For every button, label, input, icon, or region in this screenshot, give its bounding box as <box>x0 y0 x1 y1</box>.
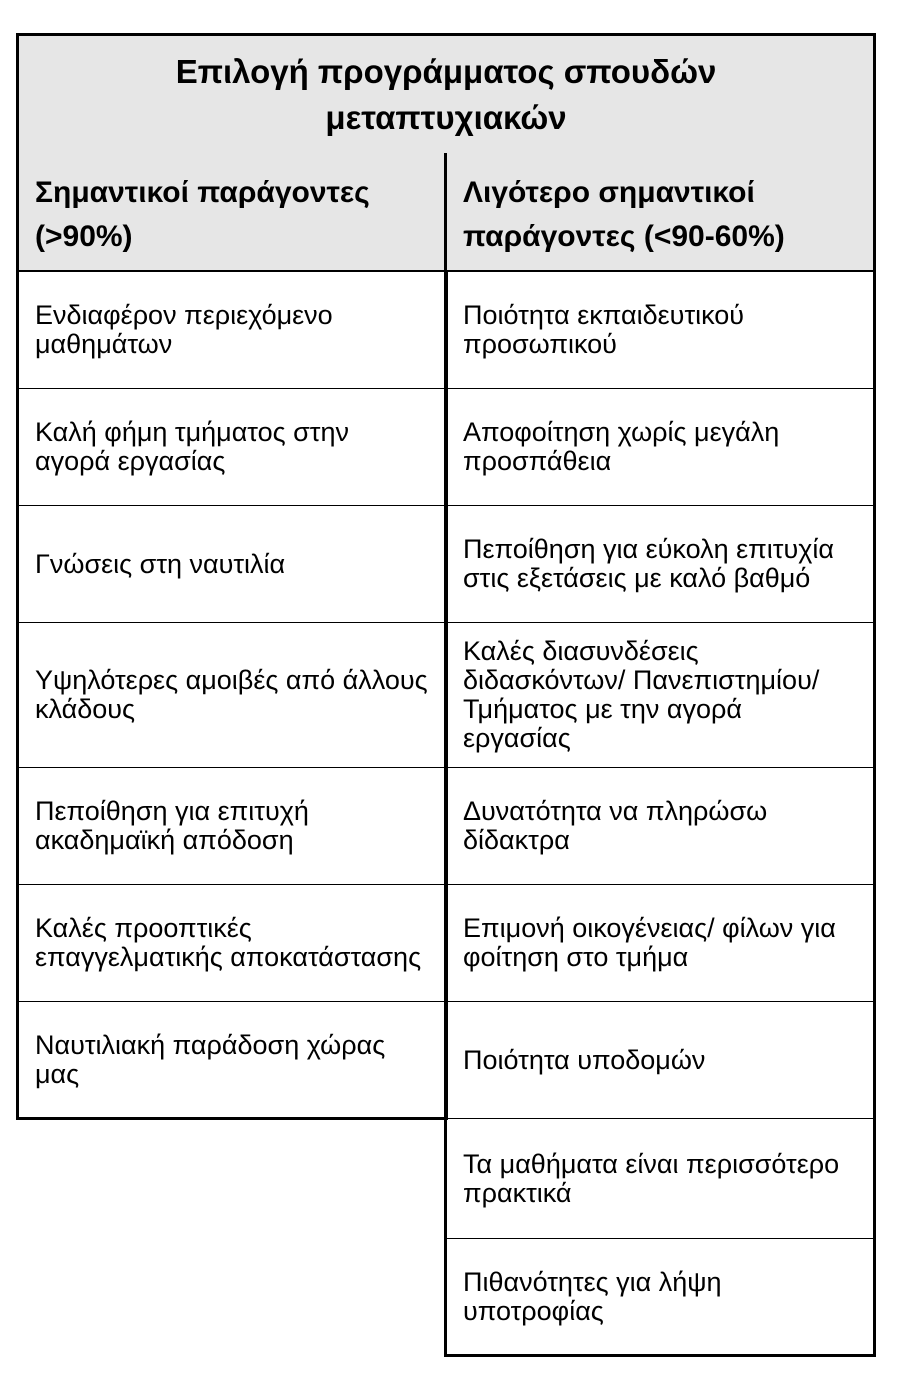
cell-text: Καλές διασυνδέσεις διδασκόντων/ Πανεπιστημίου/ Τμήματος με την αγορά εργασίας <box>463 636 820 753</box>
important-factors-column <box>16 153 448 1120</box>
table-cell-right-2 <box>447 389 873 506</box>
table-cell-left-1 <box>19 272 445 389</box>
table-cell-right-5 <box>447 768 873 885</box>
table-cell-right-4 <box>447 623 873 768</box>
cell-text: Πεποίθηση για εύκολη επιτυχία στις εξετάσεις με καλό βαθμό <box>463 534 834 593</box>
table-cell-left-4 <box>19 623 445 768</box>
cell-text: Δυνατότητα να πληρώσω δίδακτρα <box>463 796 768 855</box>
table-cell-right-9 <box>447 1239 873 1354</box>
cell-text: Πιθανότητες για λήψη υποτροφίας <box>463 1266 722 1326</box>
cell-text: Τα μαθήματα είναι περισσότερο πρακτικά <box>463 1148 840 1208</box>
cell-text: Υψηλότερες αμοιβές από άλλους κλάδους <box>35 665 428 724</box>
table-cell-left-2 <box>19 389 445 506</box>
table-cell-right-6 <box>447 885 873 1002</box>
table-cell-right-7 <box>447 1002 873 1119</box>
important-factors-header: Σημαντικοί παράγοντες (>90%) <box>19 153 445 272</box>
table-cell-left-5 <box>19 768 445 885</box>
cell-text: Γνώσεις στη ναυτιλία <box>35 548 286 579</box>
cell-text: Ποιότητα εκπαιδευτικού προσωπικού <box>463 300 745 359</box>
cell-text: Ποιότητα υποδομών <box>463 1044 706 1075</box>
table-title: Επιλογή προγράμματος σπουδών μεταπτυχιακών <box>175 52 717 136</box>
cell-text: Αποφοίτηση χωρίς μεγάλη προσπάθεια <box>463 417 780 476</box>
cell-text: Καλή φήμη τμήματος στην αγορά εργασίας <box>35 417 349 476</box>
cell-text: Πεποίθηση για επιτυχή ακαδημαϊκή απόδοση <box>35 796 309 855</box>
table-cell-right-3 <box>447 506 873 623</box>
cell-text: Καλές προοπτικές επαγγελματικής αποκατάστασης <box>35 913 422 972</box>
table-cell-left-6 <box>19 885 445 1002</box>
cell-text: Ενδιαφέρον περιεχόμενο μαθημάτων <box>35 300 333 359</box>
less-important-factors-header: Λιγότερο σημαντικοί παράγοντες (<90-60%) <box>447 153 873 272</box>
table-cell-left-7 <box>19 1002 445 1117</box>
table-title-box <box>16 33 876 156</box>
less-important-factors-column <box>444 153 876 1357</box>
cell-text: Επιμονή οικογένειας/ φίλων για φοίτηση στο τμήμα <box>463 913 836 972</box>
table-cell-left-3 <box>19 506 445 623</box>
cell-text: Ναυτιλιακή παράδοση χώρας μας <box>35 1029 386 1089</box>
table-cell-right-8 <box>447 1119 873 1239</box>
table-cell-right-1 <box>447 272 873 389</box>
